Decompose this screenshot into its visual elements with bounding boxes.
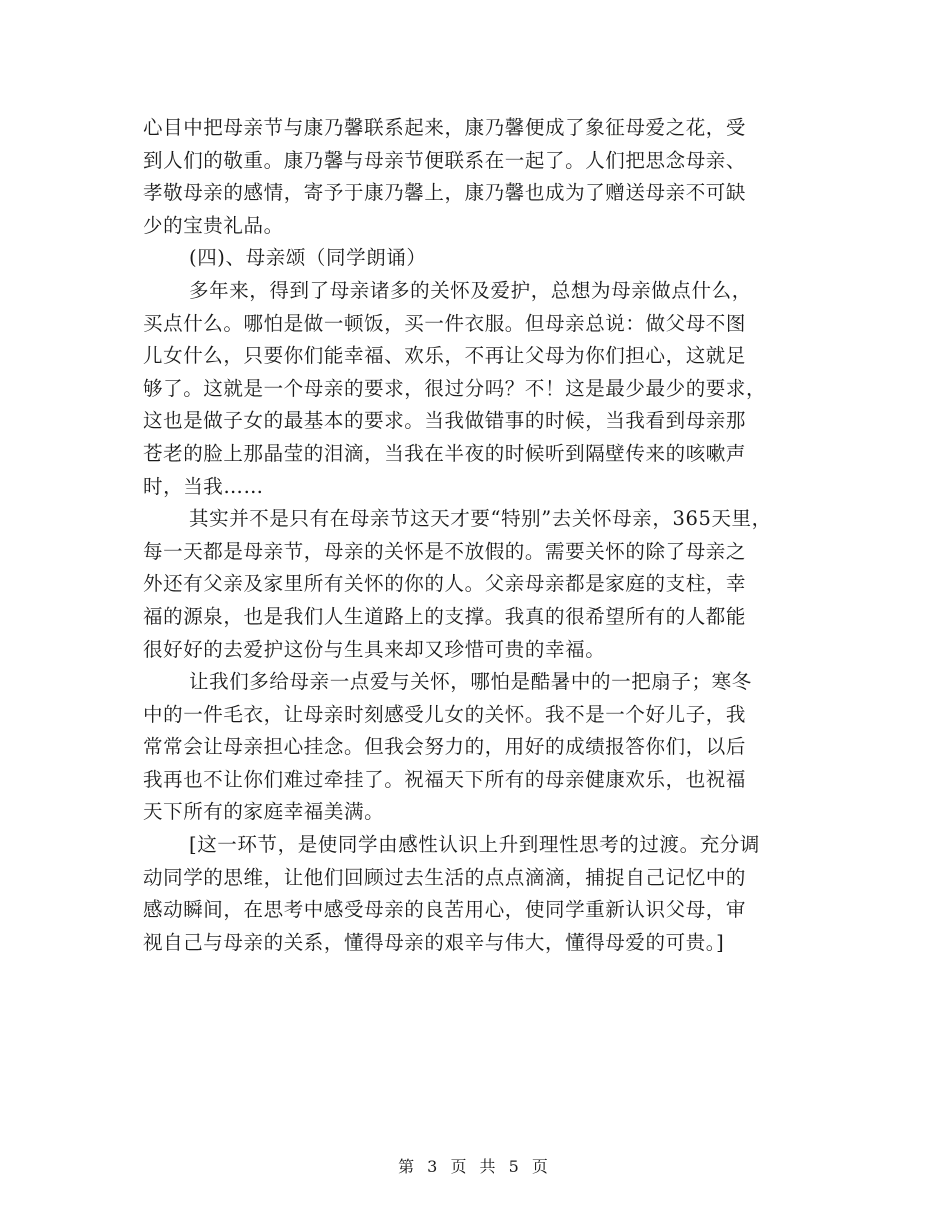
text-line: 孝敬母亲的感情，寄予于康乃馨上，康乃馨也成为了赠送母亲不可缺: [143, 181, 747, 205]
text-line: 外还有父亲及家里所有关怀的你的人。父亲母亲都是家庭的支柱，幸: [143, 572, 747, 596]
text-line: 视自己与母亲的关系，懂得母亲的艰辛与伟大，懂得母爱的可贵。]: [143, 930, 725, 954]
text-line: 心目中把母亲节与康乃馨联系起来，康乃馨便成了象征母爱之花，受: [143, 116, 747, 139]
text-line: 多年来，得到了母亲诸多的关怀及爱护，总想为母亲做点什么，: [189, 278, 752, 302]
text-line: 感动瞬间，在思考中感受母亲的良苦用心，使同学重新认识父母，审: [143, 898, 747, 922]
text-line: 买点什么。哪怕是做一顿饭，买一件衣服。但母亲总说：做父母不图: [143, 311, 747, 335]
text-line: 天下所有的家庭幸福美满。: [143, 800, 385, 824]
text-line: 动同学的思维，让他们回顾过去生活的点点滴滴，捕捉自己记忆中的: [143, 865, 747, 889]
text-line: 其实并不是只有在母亲节这天才要“特别”去关怀母亲，365天里，: [189, 507, 772, 531]
text-line: 常常会让母亲担心挂念。但我会努力的，用好的成绩报答你们，以后: [143, 735, 747, 759]
text-line: (四)、母亲颂（同学朗诵）: [189, 246, 427, 270]
text-line: 很好好的去爱护这份与生具来却又珍惜可贵的幸福。: [143, 637, 606, 661]
text-line: 福的源泉，也是我们人生道路上的支撑。我真的很希望所有的人都能: [143, 604, 747, 628]
document-body: [143, 112, 833, 959]
text-line: 每一天都是母亲节，母亲的关怀是不放假的。需要关怀的除了母亲之: [143, 539, 747, 563]
text-line: 让我们多给母亲一点爱与关怀，哪怕是酷暑中的一把扇子；寒冬: [189, 670, 752, 694]
text-line: 苍老的脸上那晶莹的泪滴，当我在半夜的时候听到隔壁传来的咳嗽声: [143, 441, 747, 465]
text-line: 够了。这就是一个母亲的要求，很过分吗？不！这是最少最少的要求，: [143, 376, 767, 400]
page-number-footer: 第 3 页 共 5 页: [398, 1157, 552, 1176]
text-line: [这一环节，是使同学由感性认识上升到理性思考的过渡。充分调: [189, 833, 761, 857]
text-line: 儿女什么，只要你们能幸福、欢乐，不再让父母为你们担心，这就足: [143, 344, 747, 368]
text-line: 少的宝贵礼品。: [143, 213, 284, 237]
text-line: 我再也不让你们难过牵挂了。祝福天下所有的母亲健康欢乐，也祝福: [143, 767, 747, 791]
text-line: 时，当我……: [143, 474, 264, 498]
text-line: 这也是做子女的最基本的要求。当我做错事的时候，当我看到母亲那: [143, 409, 747, 433]
text-line: 中的一件毛衣，让母亲时刻感受儿女的关怀。我不是一个好儿子，我: [143, 702, 747, 726]
text-line: 到人们的敬重。康乃馨与母亲节便联系在一起了。人们把思念母亲、: [143, 148, 747, 172]
